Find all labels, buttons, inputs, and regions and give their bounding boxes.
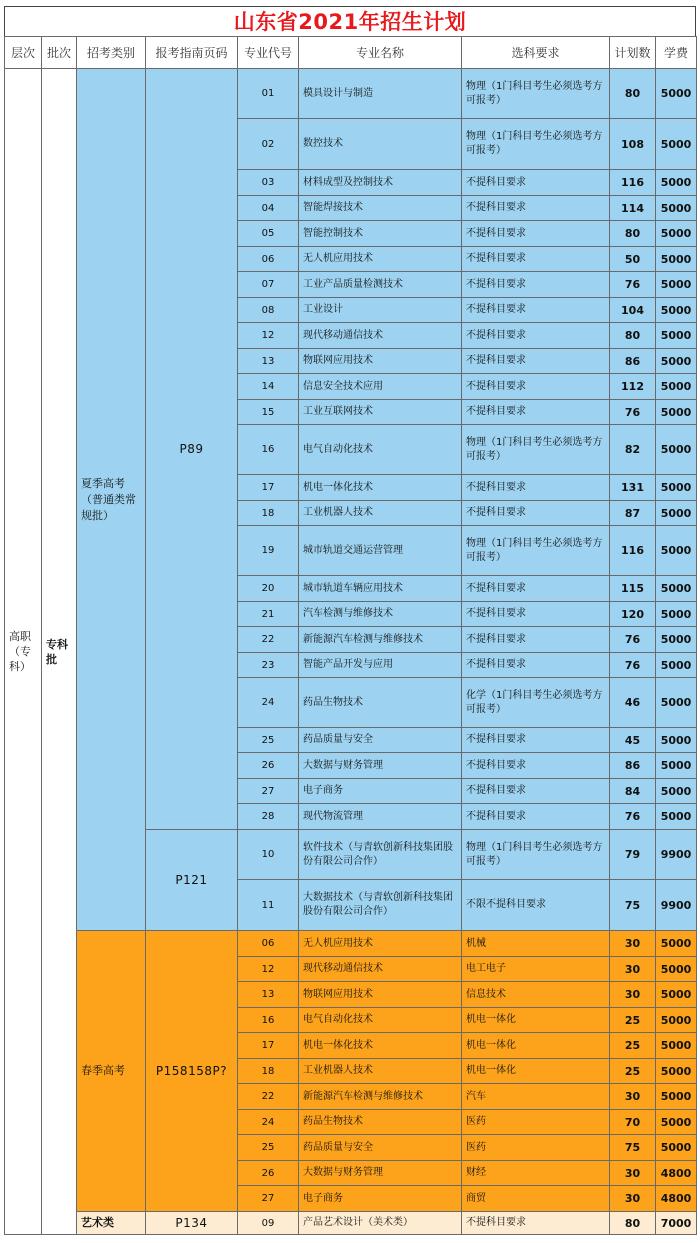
major-name-cell: 工业产品质量检测技术 (299, 272, 462, 298)
tuition-cell: 5000 (656, 1135, 697, 1161)
header-guide-page: 报考指南页码 (146, 37, 238, 69)
guide-page-cell: P158158P? (146, 931, 238, 1212)
tuition-cell: 5000 (656, 1033, 697, 1059)
tuition-cell: 5000 (656, 323, 697, 349)
major-code-cell: 01 (238, 69, 299, 119)
major-code-cell: 22 (238, 1084, 299, 1110)
major-code-cell: 18 (238, 501, 299, 526)
tuition-cell: 5000 (656, 627, 697, 653)
tuition-cell: 5000 (656, 678, 697, 728)
plan-count-cell: 76 (610, 272, 656, 298)
tuition-cell: 5000 (656, 170, 697, 196)
major-code-cell: 03 (238, 170, 299, 196)
major-name-cell: 物联网应用技术 (299, 349, 462, 374)
tuition-cell: 5000 (656, 374, 697, 400)
subject-requirement-cell: 不提科目要求 (462, 804, 610, 830)
major-name-cell: 无人机应用技术 (299, 931, 462, 957)
major-name-cell: 药品质量与安全 (299, 1135, 462, 1161)
plan-count-cell: 80 (610, 221, 656, 247)
major-code-cell: 13 (238, 982, 299, 1008)
plan-count-cell: 30 (610, 1161, 656, 1186)
subject-requirement-cell: 不提科目要求 (462, 779, 610, 804)
subject-requirement-cell: 商贸 (462, 1186, 610, 1212)
tuition-cell: 5000 (656, 957, 697, 982)
tuition-cell: 5000 (656, 196, 697, 221)
major-name-cell: 无人机应用技术 (299, 247, 462, 272)
tuition-cell: 7000 (656, 1212, 697, 1235)
major-code-cell: 20 (238, 576, 299, 602)
major-name-cell: 电气自动化技术 (299, 1008, 462, 1033)
guide-page-cell: P134 (146, 1212, 238, 1235)
tuition-cell: 5000 (656, 119, 697, 170)
major-code-cell: 15 (238, 400, 299, 425)
major-name-cell: 大数据技术（与青软创新科技集团股份有限公司合作） (299, 880, 462, 931)
subject-requirement-cell: 不提科目要求 (462, 475, 610, 501)
major-name-cell: 现代移动通信技术 (299, 957, 462, 982)
spring-category-cell: 春季高考 (77, 931, 146, 1212)
tuition-cell: 5000 (656, 1008, 697, 1033)
plan-count-cell: 108 (610, 119, 656, 170)
plan-count-cell: 76 (610, 653, 656, 678)
major-code-cell: 16 (238, 1008, 299, 1033)
major-name-cell: 机电一体化技术 (299, 1033, 462, 1059)
tuition-cell: 5000 (656, 982, 697, 1008)
subject-requirement-cell: 不提科目要求 (462, 602, 610, 627)
major-name-cell: 工业设计 (299, 298, 462, 323)
subject-requirement-cell: 物理（1门科目考生必须选考方可报考） (462, 425, 610, 475)
major-name-cell: 智能控制技术 (299, 221, 462, 247)
plan-count-cell: 76 (610, 400, 656, 425)
major-name-cell: 药品质量与安全 (299, 728, 462, 753)
tuition-cell: 5000 (656, 1059, 697, 1084)
subject-requirement-cell: 物理（1门科目考生必须选考方可报考） (462, 119, 610, 170)
header-subject-requirement: 选科要求 (462, 37, 610, 69)
major-name-cell: 新能源汽车检测与维修技术 (299, 1084, 462, 1110)
tuition-cell: 5000 (656, 526, 697, 576)
plan-count-cell: 112 (610, 374, 656, 400)
tuition-cell: 5000 (656, 653, 697, 678)
subject-requirement-cell: 不提科目要求 (462, 323, 610, 349)
major-code-cell: 13 (238, 349, 299, 374)
tuition-cell: 5000 (656, 753, 697, 779)
subject-requirement-cell: 财经 (462, 1161, 610, 1186)
major-name-cell: 机电一体化技术 (299, 475, 462, 501)
major-code-cell: 12 (238, 957, 299, 982)
major-name-cell: 药品生物技术 (299, 678, 462, 728)
level-cell: 高职（专科） (5, 69, 42, 1235)
major-code-cell: 27 (238, 1186, 299, 1212)
subject-requirement-cell: 汽车 (462, 1084, 610, 1110)
plan-count-cell: 76 (610, 627, 656, 653)
major-code-cell: 11 (238, 880, 299, 931)
major-name-cell: 大数据与财务管理 (299, 1161, 462, 1186)
header-level: 层次 (5, 37, 42, 69)
plan-count-cell: 84 (610, 779, 656, 804)
tuition-cell: 5000 (656, 1084, 697, 1110)
plan-count-cell: 75 (610, 880, 656, 931)
document-title: 山东省2021年招生计划 (4, 6, 696, 36)
plan-count-cell: 104 (610, 298, 656, 323)
tuition-cell: 5000 (656, 69, 697, 119)
major-code-cell: 25 (238, 1135, 299, 1161)
header-plan-count: 计划数 (610, 37, 656, 69)
enrollment-plan-table (4, 36, 697, 1235)
major-code-cell: 09 (238, 1212, 299, 1235)
header-row (5, 37, 697, 69)
tuition-cell: 5000 (656, 298, 697, 323)
major-name-cell: 信息安全技术应用 (299, 374, 462, 400)
tuition-cell: 5000 (656, 475, 697, 501)
major-name-cell: 电子商务 (299, 779, 462, 804)
subject-requirement-cell: 不提科目要求 (462, 272, 610, 298)
major-code-cell: 22 (238, 627, 299, 653)
plan-count-cell: 86 (610, 753, 656, 779)
major-code-cell: 06 (238, 247, 299, 272)
major-code-cell: 02 (238, 119, 299, 170)
tuition-cell: 5000 (656, 931, 697, 957)
subject-requirement-cell: 机电一体化 (462, 1059, 610, 1084)
tuition-cell: 4800 (656, 1186, 697, 1212)
major-name-cell: 新能源汽车检测与维修技术 (299, 627, 462, 653)
plan-count-cell: 45 (610, 728, 656, 753)
tuition-cell: 5000 (656, 602, 697, 627)
subject-requirement-cell: 不提科目要求 (462, 247, 610, 272)
table-row (5, 931, 697, 957)
tuition-cell: 4800 (656, 1161, 697, 1186)
tuition-cell: 5000 (656, 501, 697, 526)
plan-count-cell: 30 (610, 982, 656, 1008)
major-name-cell: 数控技术 (299, 119, 462, 170)
major-code-cell: 19 (238, 526, 299, 576)
major-code-cell: 24 (238, 678, 299, 728)
major-name-cell: 软件技术（与青软创新科技集团股份有限公司合作） (299, 830, 462, 880)
major-code-cell: 23 (238, 653, 299, 678)
major-name-cell: 城市轨道车辆应用技术 (299, 576, 462, 602)
major-code-cell: 06 (238, 931, 299, 957)
subject-requirement-cell: 不提科目要求 (462, 728, 610, 753)
header-major-code: 专业代号 (238, 37, 299, 69)
major-name-cell: 工业机器人技术 (299, 1059, 462, 1084)
tuition-cell: 5000 (656, 804, 697, 830)
table-body (5, 69, 697, 1235)
batch-cell: 专科批 (42, 69, 77, 1235)
plan-count-cell: 30 (610, 931, 656, 957)
plan-count-cell: 82 (610, 425, 656, 475)
subject-requirement-cell: 不提科目要求 (462, 298, 610, 323)
subject-requirement-cell: 不提科目要求 (462, 627, 610, 653)
tuition-cell: 9900 (656, 830, 697, 880)
plan-count-cell: 25 (610, 1008, 656, 1033)
subject-requirement-cell: 不提科目要求 (462, 1212, 610, 1235)
subject-requirement-cell: 不提科目要求 (462, 374, 610, 400)
plan-count-cell: 70 (610, 1110, 656, 1135)
major-name-cell: 大数据与财务管理 (299, 753, 462, 779)
major-name-cell: 模具设计与制造 (299, 69, 462, 119)
tuition-cell: 5000 (656, 349, 697, 374)
major-name-cell: 工业互联网技术 (299, 400, 462, 425)
plan-count-cell: 50 (610, 247, 656, 272)
plan-count-cell: 115 (610, 576, 656, 602)
tuition-cell: 5000 (656, 576, 697, 602)
plan-count-cell: 25 (610, 1033, 656, 1059)
subject-requirement-cell: 不提科目要求 (462, 501, 610, 526)
header-major-name: 专业名称 (299, 37, 462, 69)
subject-requirement-cell: 医药 (462, 1135, 610, 1161)
tuition-cell: 5000 (656, 425, 697, 475)
tuition-cell: 9900 (656, 880, 697, 931)
major-name-cell: 电气自动化技术 (299, 425, 462, 475)
tuition-cell: 5000 (656, 247, 697, 272)
major-code-cell: 21 (238, 602, 299, 627)
major-code-cell: 24 (238, 1110, 299, 1135)
guide-page-cell: P89 (146, 69, 238, 830)
subject-requirement-cell: 不提科目要求 (462, 576, 610, 602)
major-code-cell: 16 (238, 425, 299, 475)
major-code-cell: 07 (238, 272, 299, 298)
major-code-cell: 04 (238, 196, 299, 221)
major-name-cell: 电子商务 (299, 1186, 462, 1212)
subject-requirement-cell: 不提科目要求 (462, 196, 610, 221)
subject-requirement-cell: 机械 (462, 931, 610, 957)
major-code-cell: 12 (238, 323, 299, 349)
major-name-cell: 智能产品开发与应用 (299, 653, 462, 678)
major-code-cell: 26 (238, 753, 299, 779)
table-row (5, 1212, 697, 1235)
major-code-cell: 08 (238, 298, 299, 323)
subject-requirement-cell: 信息技术 (462, 982, 610, 1008)
tuition-cell: 5000 (656, 400, 697, 425)
major-code-cell: 17 (238, 1033, 299, 1059)
subject-requirement-cell: 不提科目要求 (462, 170, 610, 196)
plan-count-cell: 25 (610, 1059, 656, 1084)
major-name-cell: 物联网应用技术 (299, 982, 462, 1008)
plan-count-cell: 114 (610, 196, 656, 221)
plan-count-cell: 116 (610, 526, 656, 576)
subject-requirement-cell: 电工电子 (462, 957, 610, 982)
plan-count-cell: 30 (610, 1084, 656, 1110)
plan-count-cell: 79 (610, 830, 656, 880)
plan-count-cell: 80 (610, 323, 656, 349)
major-code-cell: 26 (238, 1161, 299, 1186)
tuition-cell: 5000 (656, 221, 697, 247)
tuition-cell: 5000 (656, 272, 697, 298)
tuition-cell: 5000 (656, 779, 697, 804)
header-tuition: 学费 (656, 37, 697, 69)
major-name-cell: 材料成型及控制技术 (299, 170, 462, 196)
major-name-cell: 现代移动通信技术 (299, 323, 462, 349)
plan-count-cell: 46 (610, 678, 656, 728)
plan-count-cell: 131 (610, 475, 656, 501)
subject-requirement-cell: 机电一体化 (462, 1033, 610, 1059)
tuition-cell: 5000 (656, 1110, 697, 1135)
plan-count-cell: 30 (610, 957, 656, 982)
major-name-cell: 城市轨道交通运营管理 (299, 526, 462, 576)
plan-count-cell: 86 (610, 349, 656, 374)
subject-requirement-cell: 医药 (462, 1110, 610, 1135)
major-name-cell: 现代物流管理 (299, 804, 462, 830)
major-name-cell: 药品生物技术 (299, 1110, 462, 1135)
major-code-cell: 05 (238, 221, 299, 247)
plan-count-cell: 75 (610, 1135, 656, 1161)
header-batch: 批次 (42, 37, 77, 69)
major-code-cell: 28 (238, 804, 299, 830)
plan-count-cell: 30 (610, 1186, 656, 1212)
major-code-cell: 27 (238, 779, 299, 804)
subject-requirement-cell: 物理（1门科目考生必须选考方可报考） (462, 526, 610, 576)
major-code-cell: 17 (238, 475, 299, 501)
plan-document (4, 6, 696, 1235)
subject-requirement-cell: 不提科目要求 (462, 400, 610, 425)
major-code-cell: 14 (238, 374, 299, 400)
subject-requirement-cell: 不提科目要求 (462, 349, 610, 374)
subject-requirement-cell: 物理（1门科目考生必须选考方可报考） (462, 69, 610, 119)
major-code-cell: 10 (238, 830, 299, 880)
major-code-cell: 25 (238, 728, 299, 753)
subject-requirement-cell: 不提科目要求 (462, 221, 610, 247)
major-code-cell: 18 (238, 1059, 299, 1084)
subject-requirement-cell: 化学（1门科目考生必须选考方可报考） (462, 678, 610, 728)
summer-category-cell: 夏季高考（普通类常规批） (77, 69, 146, 931)
plan-count-cell: 76 (610, 804, 656, 830)
major-name-cell: 汽车检测与维修技术 (299, 602, 462, 627)
major-name-cell: 智能焊接技术 (299, 196, 462, 221)
major-name-cell: 产品艺术设计（美术类） (299, 1212, 462, 1235)
subject-requirement-cell: 不提科目要求 (462, 653, 610, 678)
subject-requirement-cell: 不限不提科目要求 (462, 880, 610, 931)
major-name-cell: 工业机器人技术 (299, 501, 462, 526)
subject-requirement-cell: 不提科目要求 (462, 753, 610, 779)
table-row (5, 69, 697, 119)
plan-count-cell: 87 (610, 501, 656, 526)
subject-requirement-cell: 物理（1门科目考生必须选考方可报考） (462, 830, 610, 880)
header-category: 招考类别 (77, 37, 146, 69)
plan-count-cell: 120 (610, 602, 656, 627)
plan-count-cell: 80 (610, 69, 656, 119)
guide-page-cell: P121 (146, 830, 238, 931)
subject-requirement-cell: 机电一体化 (462, 1008, 610, 1033)
art-category-cell: 艺术类 (77, 1212, 146, 1235)
plan-count-cell: 80 (610, 1212, 656, 1235)
plan-count-cell: 116 (610, 170, 656, 196)
tuition-cell: 5000 (656, 728, 697, 753)
